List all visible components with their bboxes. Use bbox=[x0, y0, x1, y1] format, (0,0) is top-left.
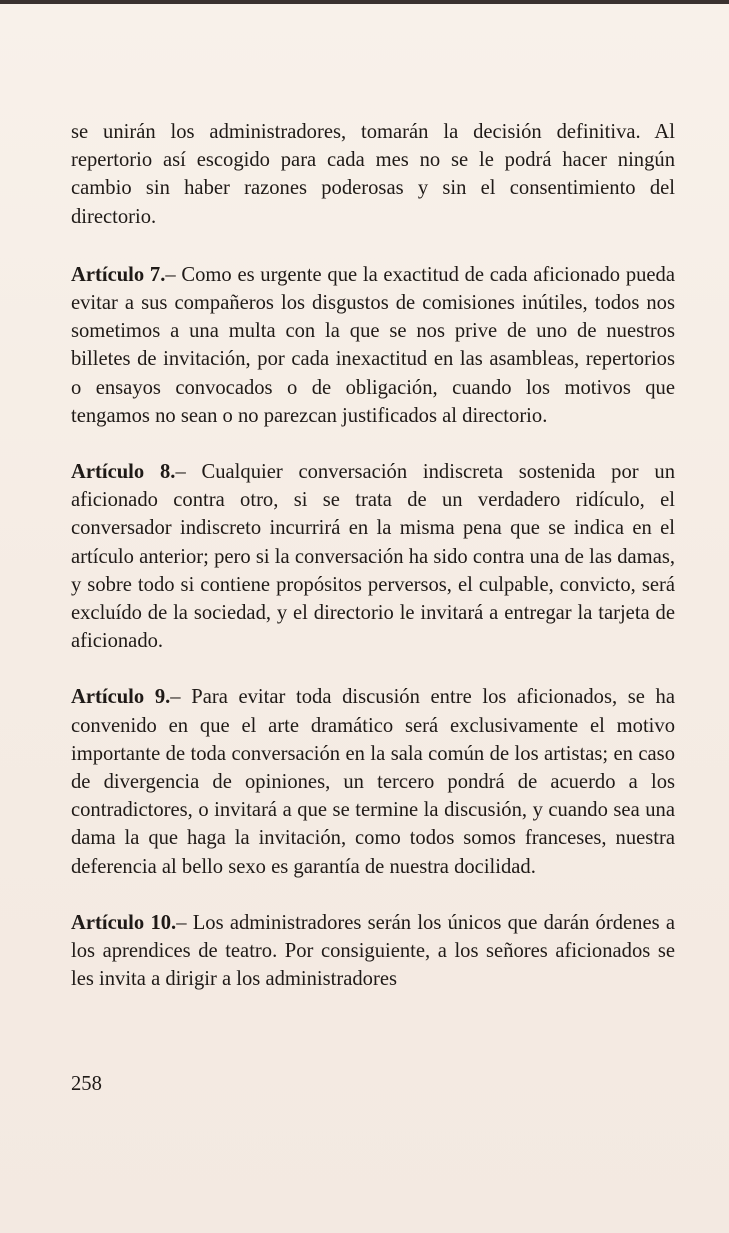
paragraph-text: se unirán los administradores, tomarán la decisión definitiva. Al repertorio así escogido para cada mes no se le podrá hacer ningún cambio sin haber razones poderosas y sin el consentimiento del directorio. bbox=[71, 121, 675, 228]
paragraph-article-9 bbox=[71, 683, 675, 880]
paragraph-article-8 bbox=[71, 458, 675, 655]
paragraph-text: – Los administradores serán los únicos que darán órdenes a los aprendices de teatro. Por consiguiente, a los señores aficionados se les invita a dirigir a los administradores bbox=[71, 911, 675, 991]
page-top-edge bbox=[0, 0, 729, 4]
article-label: Artículo 8. bbox=[71, 461, 176, 484]
body-text bbox=[71, 118, 675, 1021]
article-label: Artículo 7. bbox=[71, 263, 166, 286]
paragraph-text: – Cualquier conversación indiscreta sostenida por un aficionado contra otro, si se trata de un verdadero ridículo, el conversador indiscreto incurrirá en la misma pena que se indica en el artículo anterior; pero si la conversación ha sido contra una de las damas, y sobre todo si contiene propósitos perversos, el culpable, convicto, será excluído de la sociedad, y el directorio le invitará a entregar la tarjeta de aficionado. bbox=[71, 461, 675, 653]
article-label: Artículo 9. bbox=[71, 686, 171, 709]
paragraph-text: – Para evitar toda discusión entre los aficionados, se ha convenido en que el arte dramático será exclusivamente el motivo importante de toda conversación en la sala común de los artistas; en caso de divergencia de opiniones, un tercero pondrá de acuerdo a los contradictores, o invitará a que se termine la discusión, y cuando sea una dama la que haga la invitación, como todos somos franceses, nuestra deferencia al bello sexo es garantía de nuestra docilidad. bbox=[71, 686, 675, 878]
paragraph-text: – Como es urgente que la exactitud de cada aficionado pueda evitar a sus compañeros los disgustos de comisiones inútiles, todos nos sometimos a una multa con la que se nos prive de uno de nuestros billetes de invitación, por cada inexactitud en las asambleas, repertorios o ensayos convocados o de obligación, cuando los motivos que tengamos no sean o no parezcan justificados al directorio. bbox=[71, 263, 675, 427]
page-number: 258 bbox=[71, 1073, 102, 1095]
paragraph-article-10 bbox=[71, 909, 675, 994]
article-label: Artículo 10. bbox=[71, 911, 177, 934]
paragraph-continuation bbox=[71, 118, 675, 231]
paragraph-article-7 bbox=[71, 261, 675, 430]
